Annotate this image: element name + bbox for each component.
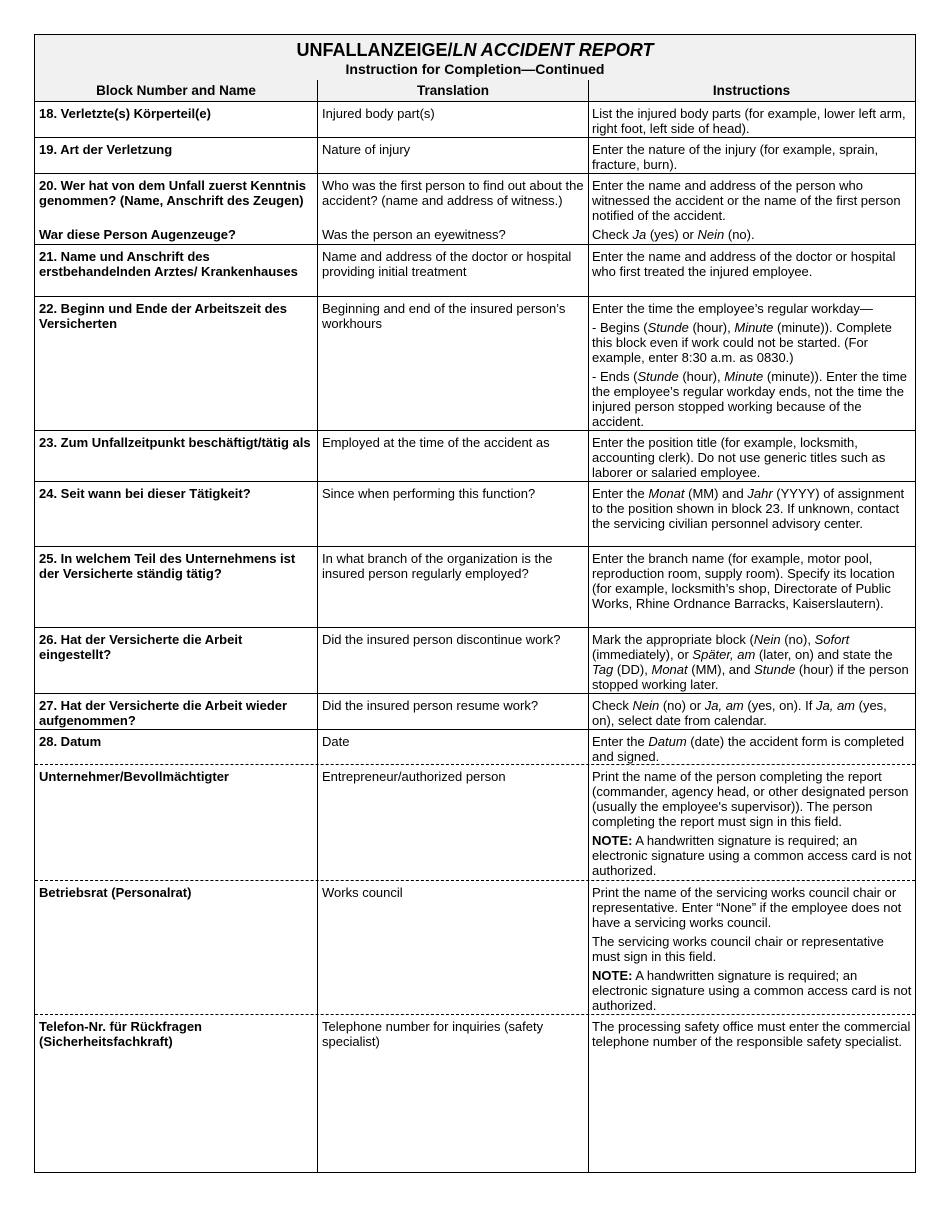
column-header-block: Block Number and Name <box>96 83 256 98</box>
row-divider <box>35 546 915 547</box>
block-18-instruction: List the injured body parts (for example, lower left arm, right foot, left side of head). <box>592 106 906 136</box>
row-divider <box>35 729 915 730</box>
block-25-name: 25. In welchem Teil des Unternehmens ist der Versicherte ständig tätig? <box>39 551 296 581</box>
column-header-instructions: Instructions <box>712 83 791 98</box>
entrepreneur-instruction: Print the name of the person completing the report (commander, agency head, or other designated person (usually the employee's supervisor)). The person completing the report must sign in this field. NOTE: A handwritten signature is required; an electronic signature using a common access card is not authorized. <box>592 769 912 878</box>
block-20-eyewitness-instruction: Check Ja (yes) or Nein (no). <box>592 227 755 242</box>
block-23-translation: Employed at the time of the accident as <box>322 435 550 450</box>
phone-instruction: The processing safety office must enter the commercial telephone number of the responsible safety specialist. <box>592 1019 911 1049</box>
page-subtitle: Instruction for Completion—Continued <box>345 61 605 77</box>
block-19-translation: Nature of injury <box>322 142 411 157</box>
block-22-translation: Beginning and end of the insured person’s workhours <box>322 301 566 331</box>
block-22-name: 22. Beginn und Ende der Arbeitszeit des Versicherten <box>39 301 288 331</box>
entrepreneur-translation: Entrepreneur/authorized person <box>322 769 506 784</box>
row-divider <box>35 627 915 628</box>
block-27-translation: Did the insured person resume work? <box>322 698 539 713</box>
block-20-name: 20. Wer hat von dem Unfall zuerst Kenntnis genommen? (Name, Anschrift des Zeugen) <box>39 178 307 208</box>
block-19-name: 19. Art der Verletzung <box>39 142 173 157</box>
title-english: LN ACCIDENT REPORT <box>452 40 654 60</box>
block-20-instruction: Enter the name and address of the person who witnessed the accident or the name of the first person notified of the accident. <box>592 178 901 223</box>
works-council-name: Betriebsrat (Personalrat) <box>39 885 192 900</box>
block-20-eyewitness-name: War diese Person Augenzeuge? <box>39 227 236 242</box>
row-divider <box>35 244 915 245</box>
row-divider <box>35 173 915 174</box>
row-divider-dashed <box>35 764 915 765</box>
row-divider <box>35 430 915 431</box>
block-25-instruction: Enter the branch name (for example, motor pool, reproduction room, supply room). Specify its location (for example, locksmith’s shop, Directorate of Public Works, Rhine Ordnance Barracks, Kaiserslautern). <box>592 551 895 611</box>
block-22-instruction: Enter the time the employee’s regular workday— - Begins (Stunde (hour), Minute (minute)). Complete this block even if work could not be started. (For example, enter 8:30 a.m. as 0830.) - Ends (Stunde (hour), Minute (minute)). Enter the time the employee’s regular workday ends, not the time the injured person stopped working because of the accident. <box>592 301 908 429</box>
block-28-translation: Date <box>322 734 350 749</box>
block-24-name: 24. Seit wann bei dieser Tätigkeit? <box>39 486 251 501</box>
page-title <box>35 39 915 61</box>
row-divider <box>35 296 915 297</box>
block-24-instruction: Enter the Monat (MM) and Jahr (YYYY) of assignment to the position shown in block 23. If unknown, contact the servicing civilian personnel advisory center. <box>592 486 905 531</box>
block-19-instruction: Enter the nature of the injury (for example, sprain, fracture, burn). <box>592 142 879 172</box>
block-27-name: 27. Hat der Versicherte die Arbeit wieder aufgenommen? <box>39 698 288 728</box>
entrepreneur-name: Unternehmer/Bevollmächtigter <box>39 769 229 784</box>
row-divider <box>35 481 915 482</box>
block-20-eyewitness-translation: Was the person an eyewitness? <box>322 227 506 242</box>
title-german: UNFALLANZEIGE/ <box>296 40 453 60</box>
column-header-translation: Translation <box>416 83 489 98</box>
block-28-instruction: Enter the Datum (date) the accident form is completed and signed. <box>592 734 905 764</box>
row-divider-dashed <box>35 1014 915 1015</box>
block-24-translation: Since when performing this function? <box>322 486 536 501</box>
block-26-name: 26. Hat der Versicherte die Arbeit eingestellt? <box>39 632 243 662</box>
block-28-name: 28. Datum <box>39 734 102 749</box>
block-21-instruction: Enter the name and address of the doctor or hospital who first treated the injured employee. <box>592 249 896 279</box>
block-21-translation: Name and address of the doctor or hospital providing initial treatment <box>322 249 572 279</box>
phone-translation: Telephone number for inquiries (safety specialist) <box>322 1019 544 1049</box>
block-20-translation: Who was the first person to find out about the accident? (name and address of witness.) <box>322 178 584 208</box>
block-26-translation: Did the insured person discontinue work? <box>322 632 561 647</box>
row-divider <box>35 693 915 694</box>
block-18-name: 18. Verletzte(s) Körperteil(e) <box>39 106 211 121</box>
block-21-name: 21. Name und Anschrift des erstbehandelnden Arztes/ Krankenhauses <box>39 249 298 279</box>
instruction-table <box>34 34 916 1173</box>
block-18-translation: Injured body part(s) <box>322 106 435 121</box>
phone-name: Telefon-Nr. für Rückfragen (Sicherheitsfachkraft) <box>39 1019 203 1049</box>
block-25-translation: In what branch of the organization is the insured person regularly employed? <box>322 551 553 581</box>
block-23-name: 23. Zum Unfallzeitpunkt beschäftigt/tätig als <box>39 435 311 450</box>
table-header <box>35 35 915 102</box>
block-23-instruction: Enter the position title (for example, locksmith, accounting clerk). Do not use generic titles such as laborer or salaried employee. <box>592 435 886 480</box>
row-divider <box>35 137 915 138</box>
works-council-instruction: Print the name of the servicing works council chair or representative. Enter “None” if the employee does not have a servicing works council. The servicing works council chair or representative must sign in this field. NOTE: A handwritten signature is required; an electronic signature using a common access card is not authorized. <box>592 885 912 1013</box>
works-council-translation: Works council <box>322 885 403 900</box>
block-26-instruction: Mark the appropriate block (Nein (no), Sofort (immediately), or Später, am (later, on) and state the Tag (DD), Monat (MM), and Stunde (hour) if the person stopped working later. <box>592 632 909 692</box>
block-27-instruction: Check Nein (no) or Ja, am (yes, on). If Ja, am (yes, on), select date from calendar. <box>592 698 887 728</box>
row-divider-dashed <box>35 880 915 881</box>
